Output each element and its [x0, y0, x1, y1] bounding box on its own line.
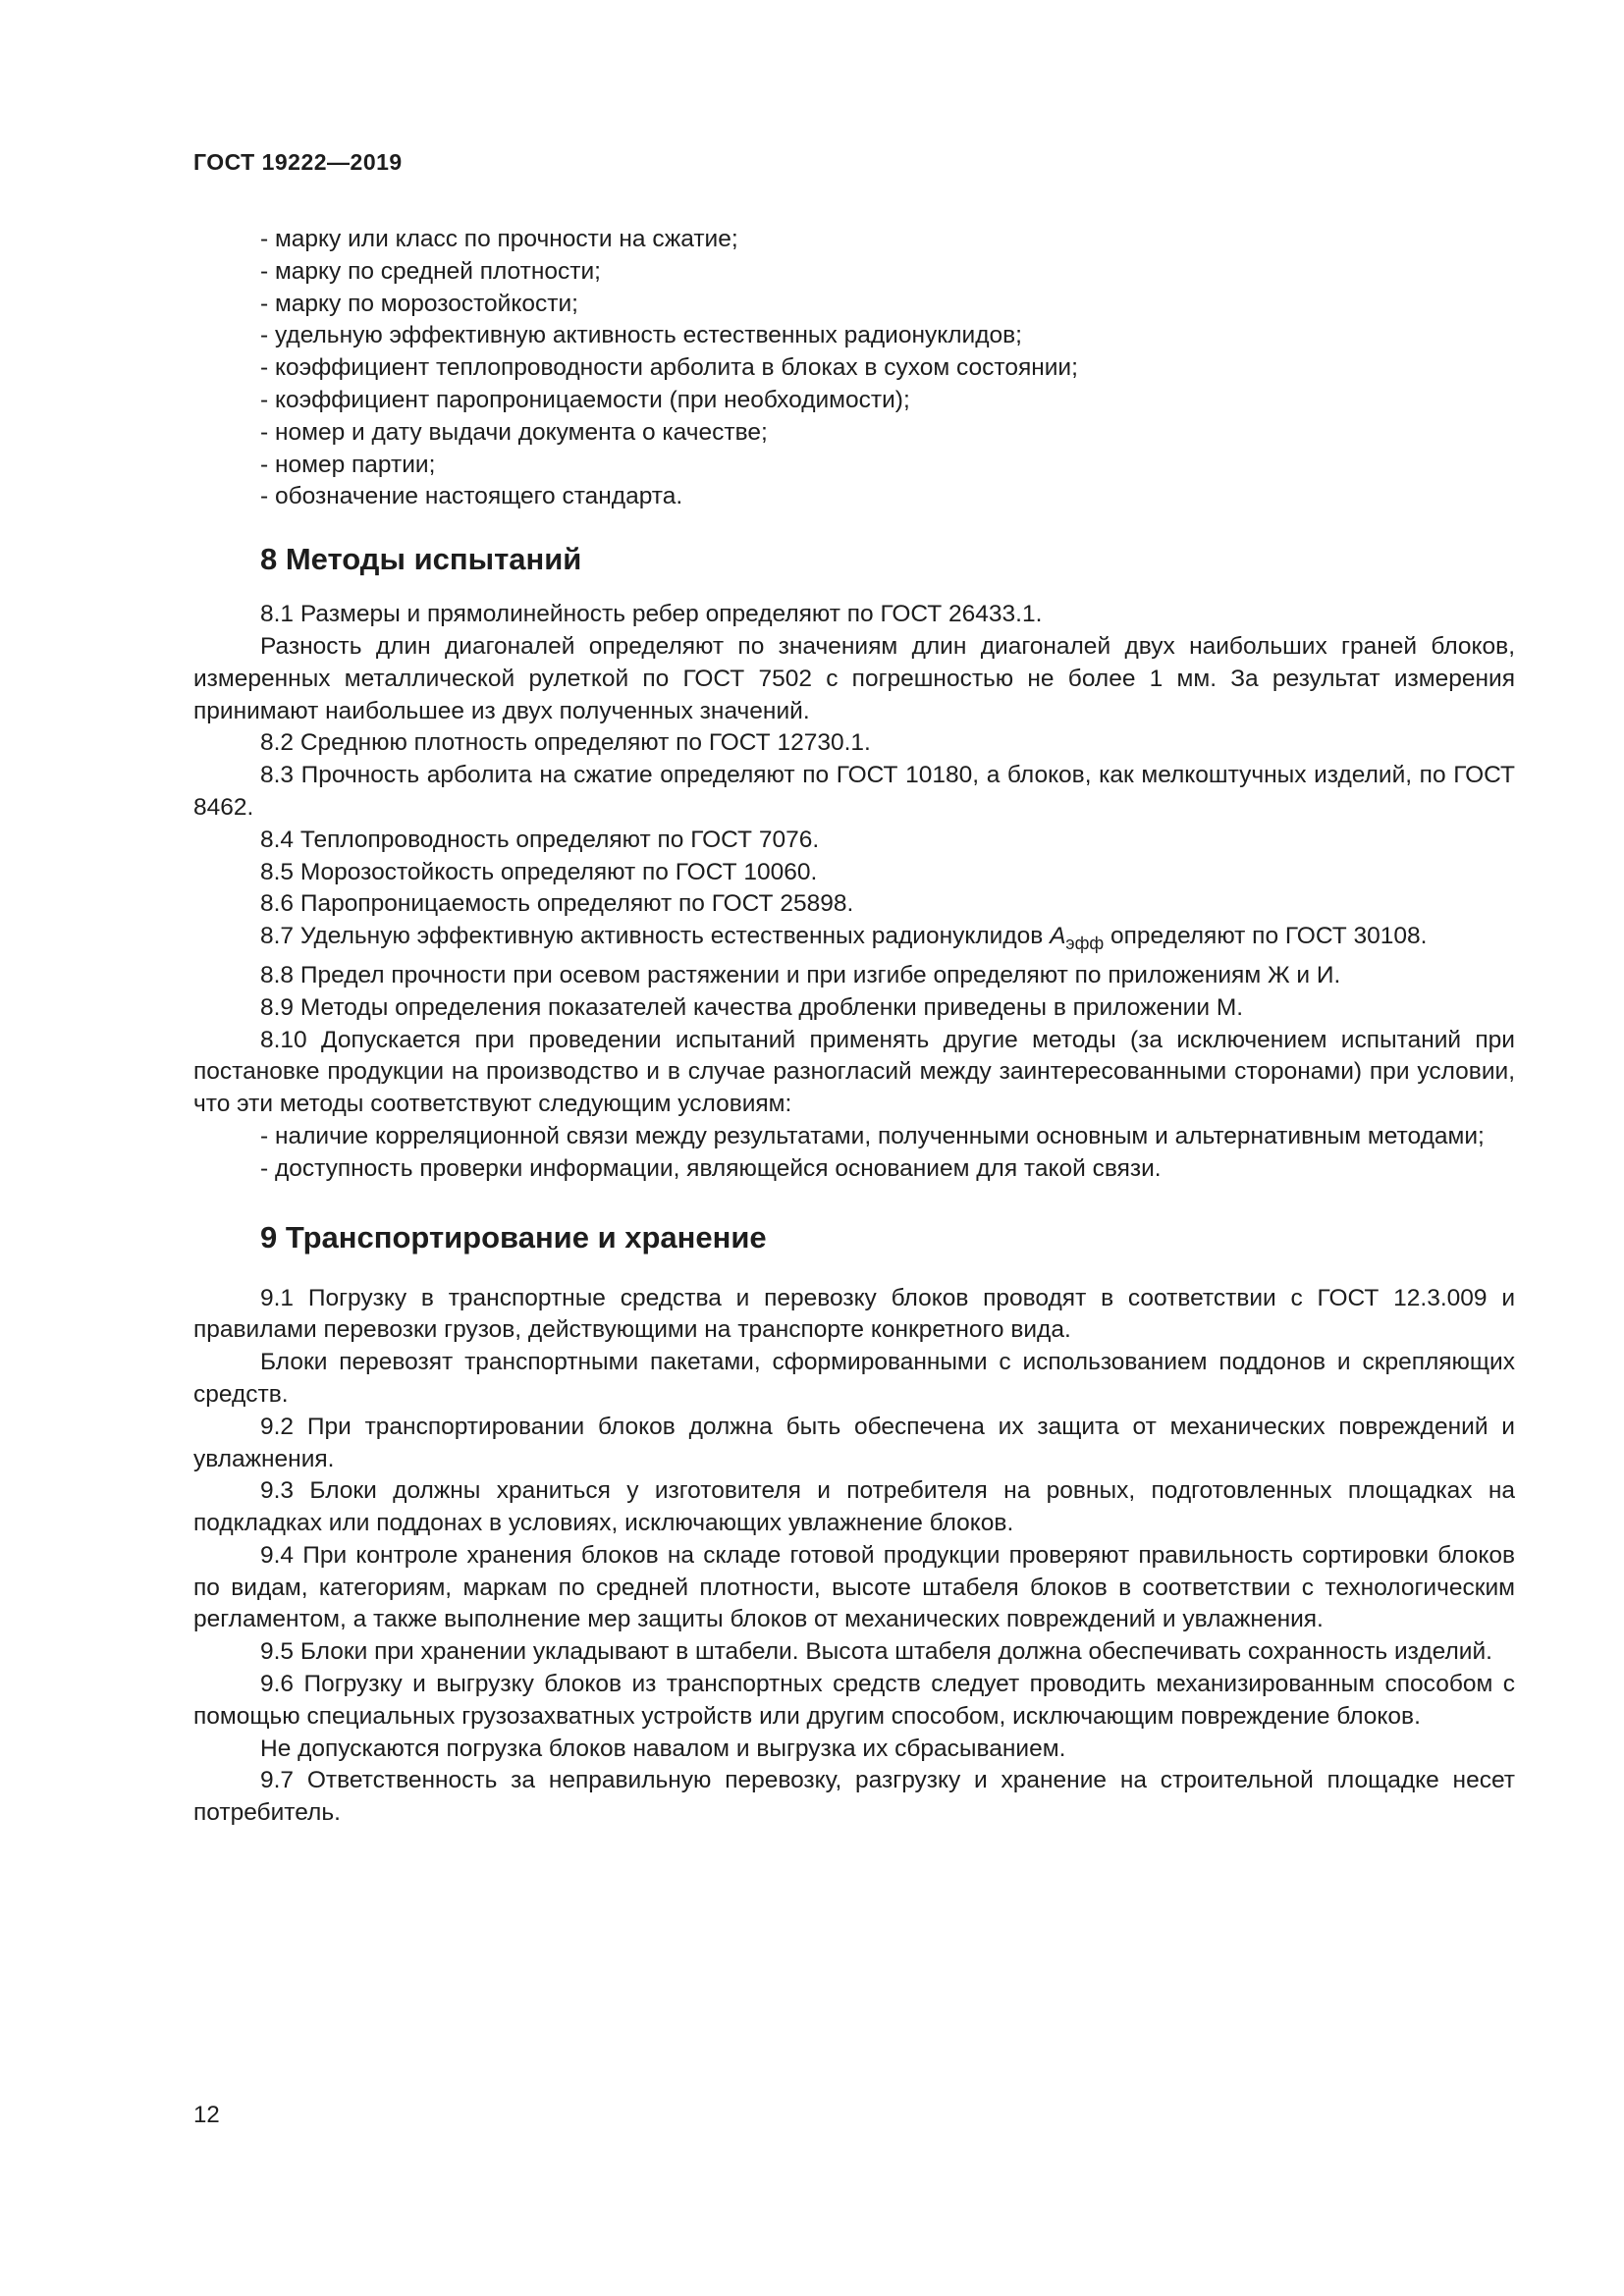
list-item: - коэффициент теплопроводности арболита в блоках в сухом состоянии; — [260, 354, 1078, 382]
text-run: 8.7 Удельную эффективную активность естественных радионуклидов — [260, 923, 1051, 950]
paragraph: - наличие корреляционной связи между результатами, полученными основным и альтернативным методами; — [260, 1122, 1485, 1149]
list-item: - обозначение настоящего стандарта. — [260, 483, 683, 510]
list-item: - удельную эффективную активность естественных радионуклидов; — [260, 322, 1022, 349]
paragraph: Не допускаются погрузка блоков навалом и выгрузка их сбрасыванием. — [260, 1735, 1066, 1762]
paragraph: 9.1 Погрузку в транспортные средства и перевозку блоков проводят в соответствии с ГОСТ 12.3.009 и правилами перевозки грузов, действующими на транспорте конкретного вида. — [193, 1284, 1515, 1344]
list-item: - коэффициент паропроницаемости (при необходимости); — [260, 386, 910, 413]
paragraph-radionuclides — [193, 921, 1515, 960]
page-number: 12 — [193, 2102, 220, 2128]
text-run: определяют по ГОСТ 30108. — [1104, 923, 1428, 950]
marking-list — [193, 224, 1515, 513]
paragraph: 9.4 При контроле хранения блоков на складе готовой продукции проверяют правильность сортировки блоков по видам, категориям, маркам по средней плотности, высоте штабеля блоков в соответствии с технологическим регламентом, а также выполнение мер защиты блоков от механических повреждений и увлажнения. — [193, 1541, 1515, 1633]
paragraph: 9.7 Ответственность за неправильную перевозку, разгрузку и хранение на строительной площадке несет потребитель. — [193, 1767, 1515, 1827]
list-item: - номер и дату выдачи документа о качестве; — [260, 418, 768, 446]
list-item: - марку по морозостойкости; — [260, 290, 578, 317]
section-9-body — [193, 1283, 1515, 1831]
section-9-heading: 9 Транспортирование и хранение — [260, 1219, 767, 1255]
paragraph: 8.1 Размеры и прямолинейность ребер определяют по ГОСТ 26433.1. — [260, 601, 1043, 628]
paragraph: 9.2 При транспортировании блоков должна быть обеспечена их защита от механических повреждений и увлажнения. — [193, 1413, 1515, 1472]
paragraph: - доступность проверки информации, являющейся основанием для такой связи. — [260, 1154, 1162, 1182]
paragraph: 8.2 Среднюю плотность определяют по ГОСТ 12730.1. — [260, 729, 871, 757]
paragraph: 9.6 Погрузку и выгрузку блоков из транспортных средств следует проводить механизированным способом с помощью специальных грузозахватных устройств или другим способом, исключающим повреждение блоков. — [193, 1671, 1515, 1730]
paragraph: Разность длин диагоналей определяют по значениям длин диагоналей двух наибольших граней блоков, измеренных металлической рулеткой по ГОСТ 7502 с погрешностью не более 1 мм. За результат измерения принимают наибольшее из двух полученных значений. — [193, 632, 1515, 724]
paragraph: 8.4 Теплопроводность определяют по ГОСТ 7076. — [260, 826, 820, 853]
paragraph: 8.5 Морозостойкость определяют по ГОСТ 10060. — [260, 858, 818, 885]
paragraph: 8.6 Паропроницаемость определяют по ГОСТ 25898. — [260, 890, 854, 918]
symbol-subscript: эфф — [1065, 934, 1105, 954]
paragraph: 9.3 Блоки должны храниться у изготовителя и потребителя на ровных, подготовленных площадках на подкладках или поддонах в условиях, исключающих увлажнение блоков. — [193, 1477, 1515, 1537]
document-header: ГОСТ 19222—2019 — [193, 149, 403, 175]
symbol: A — [1050, 923, 1066, 950]
paragraph: 8.9 Методы определения показателей качества дробленки приведены в приложении М. — [260, 993, 1244, 1021]
list-item: - номер партии; — [260, 451, 436, 478]
section-8-heading: 8 Методы испытаний — [260, 542, 582, 577]
paragraph: Блоки перевозят транспортными пакетами, сформированными с использованием поддонов и скрепляющих средств. — [193, 1349, 1515, 1408]
page-content — [193, 224, 1515, 1830]
list-item: - марку или класс по прочности на сжатие; — [260, 226, 738, 252]
list-item: - марку по средней плотности; — [260, 257, 601, 285]
paragraph: 8.10 Допускается при проведении испытаний применять другие методы (за исключением испытаний при постановке продукции на производство и в случае разногласий между заинтересованными сторонами) при условии, что эти методы соответствуют следующим условиям: — [193, 1026, 1515, 1118]
paragraph: 8.3 Прочность арболита на сжатие определяют по ГОСТ 10180, а блоков, как мелкоштучных изделий, по ГОСТ 8462. — [193, 762, 1515, 821]
paragraph: 9.5 Блоки при хранении укладывают в штабели. Высота штабеля должна обеспечивать сохранность изделий. — [260, 1638, 1492, 1666]
paragraph: 8.8 Предел прочности при осевом растяжении и при изгибе определяют по приложениям Ж и И. — [260, 961, 1341, 988]
section-8-body — [193, 599, 1515, 1185]
